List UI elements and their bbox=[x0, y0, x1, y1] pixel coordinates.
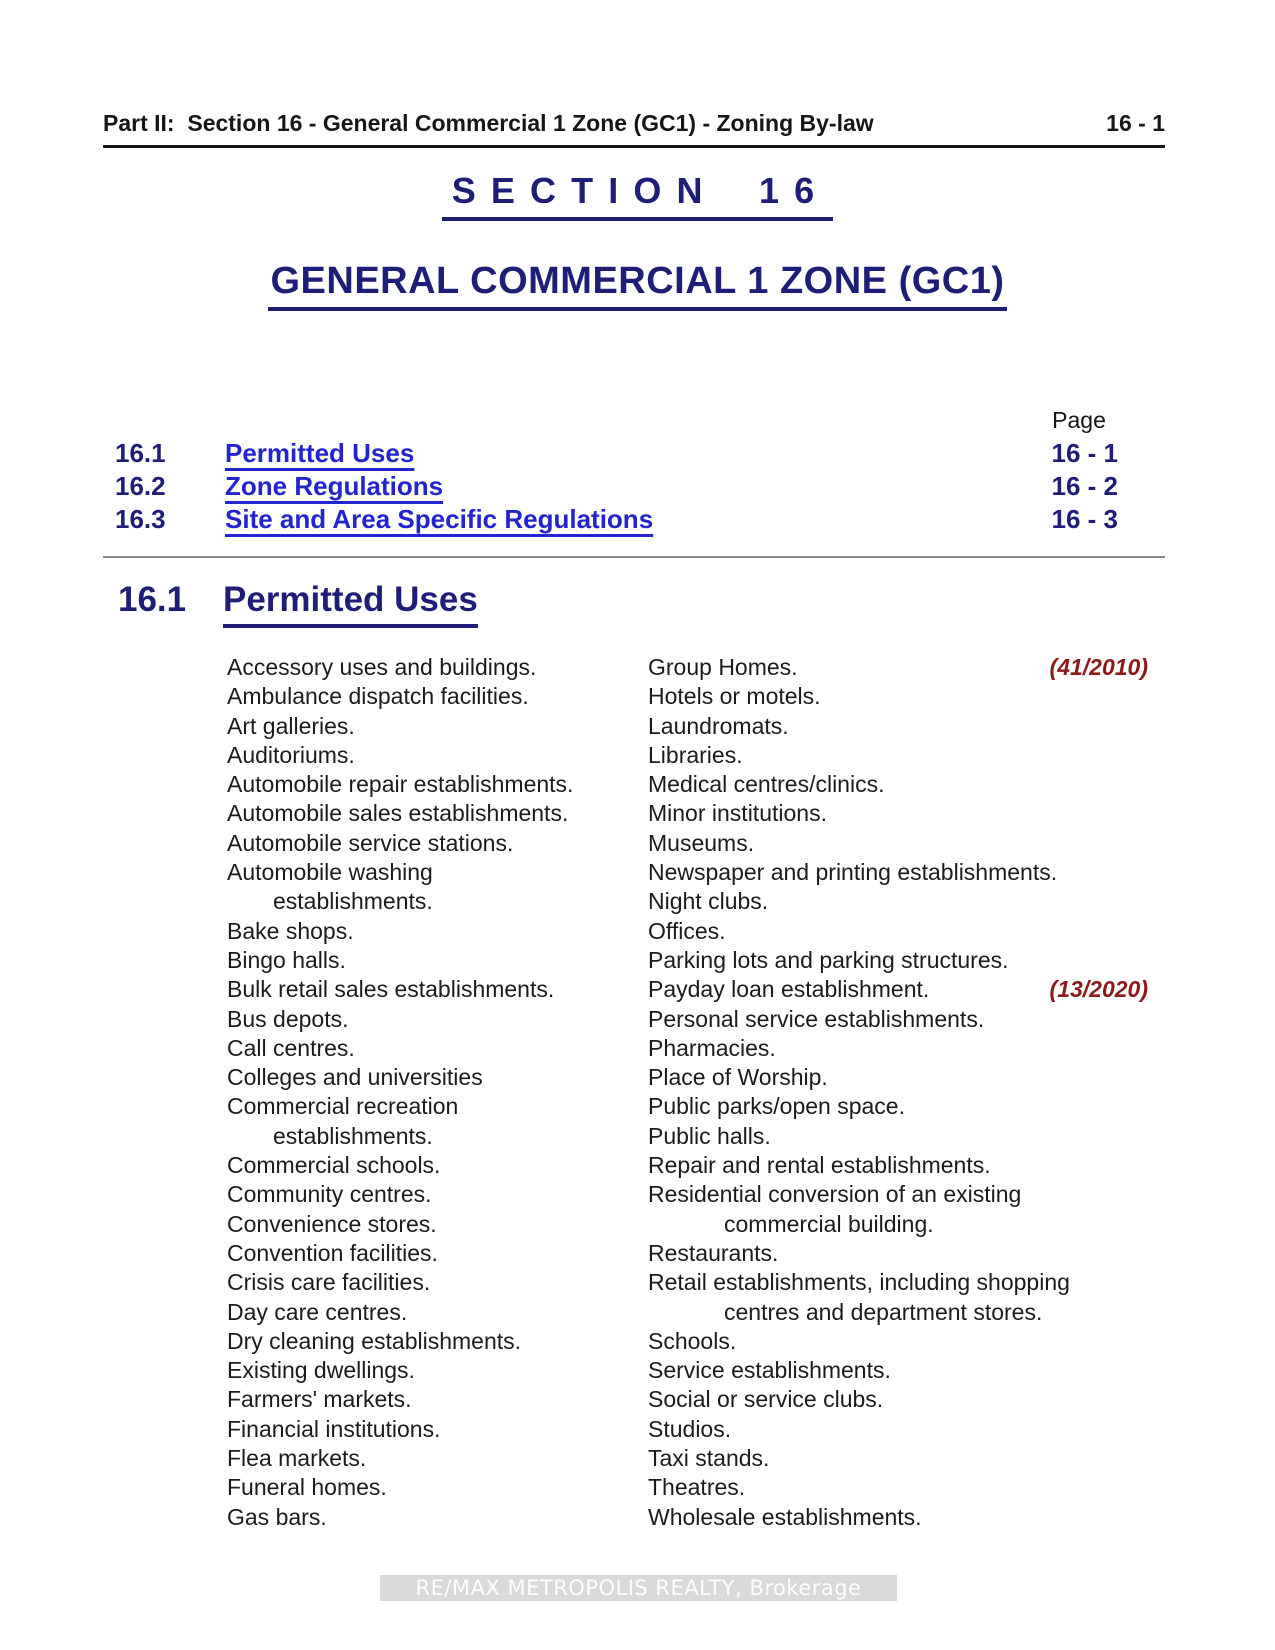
use-item: establishments. bbox=[273, 888, 433, 915]
toc-page-label: Page bbox=[1052, 407, 1106, 433]
toc-entry-page: 16 - 1 bbox=[1051, 438, 1118, 468]
amendment-annotation: (13/2020) bbox=[1049, 976, 1148, 1002]
use-item: Public halls. bbox=[648, 1122, 771, 1149]
permitted-uses-right-column bbox=[648, 653, 1168, 1532]
use-item: Studios. bbox=[648, 1415, 732, 1442]
use-item: Gas bars. bbox=[227, 1503, 327, 1530]
toc-entry-page: 16 - 2 bbox=[1051, 471, 1118, 501]
use-item: Commercial schools. bbox=[227, 1152, 441, 1179]
use-item: Retail establishments, including shopping bbox=[648, 1269, 1070, 1296]
use-item: Dry cleaning establishments. bbox=[227, 1327, 522, 1354]
use-item: Pharmacies. bbox=[648, 1034, 776, 1061]
header-title: Part II: Section 16 - General Commercial 1 Zone (GC1) - Zoning By-law bbox=[103, 110, 874, 136]
section-title-wrap bbox=[0, 170, 1275, 221]
toc-entry-page: 16 - 3 bbox=[1051, 504, 1118, 534]
permitted-uses-left-column bbox=[227, 653, 647, 1532]
header-page-number: 16 - 1 bbox=[1106, 110, 1165, 136]
use-item: Laundromats. bbox=[648, 712, 789, 739]
toc-row bbox=[115, 438, 1118, 471]
use-item: Call centres. bbox=[227, 1034, 355, 1061]
use-item: commercial building. bbox=[724, 1210, 934, 1237]
toc-entry-number: 16.1 bbox=[115, 438, 166, 468]
use-item: Theatres. bbox=[648, 1474, 746, 1501]
zone-title: GENERAL COMMERCIAL 1 ZONE (GC1) bbox=[268, 260, 1006, 311]
use-item: Convenience stores. bbox=[227, 1210, 437, 1237]
use-item: Hotels or motels. bbox=[648, 683, 821, 710]
use-item: Funeral homes. bbox=[227, 1474, 387, 1501]
use-item: Group Homes. bbox=[648, 654, 798, 680]
watermark: RE/MAX METROPOLIS REALTY, Brokerage bbox=[380, 1575, 897, 1601]
section-heading-number: 16.1 bbox=[118, 580, 187, 619]
use-item: Payday loan establishment. bbox=[648, 976, 930, 1003]
use-item: Crisis care facilities. bbox=[227, 1269, 431, 1296]
use-item: Service establishments. bbox=[648, 1357, 891, 1384]
use-item: Wholesale establishments. bbox=[648, 1503, 922, 1530]
use-item: Repair and rental establishments. bbox=[648, 1152, 991, 1179]
zone-title-wrap bbox=[0, 260, 1275, 311]
use-item: Newspaper and printing establishments. bbox=[648, 859, 1058, 886]
use-item: Convention facilities. bbox=[227, 1239, 438, 1266]
use-item: Auditoriums. bbox=[227, 741, 355, 768]
use-item: Offices. bbox=[648, 917, 726, 944]
use-item: Museums. bbox=[648, 829, 755, 856]
use-item: Place of Worship. bbox=[648, 1064, 828, 1091]
use-item: Flea markets. bbox=[227, 1445, 367, 1472]
use-item: Farmers' markets. bbox=[227, 1386, 412, 1413]
use-item: Bingo halls. bbox=[227, 946, 346, 973]
section-title: SECTION 16 bbox=[442, 170, 833, 221]
use-item: Bus depots. bbox=[227, 1005, 349, 1032]
use-item: Automobile service stations. bbox=[227, 829, 514, 856]
horizontal-divider bbox=[103, 556, 1165, 558]
use-item: Accessory uses and buildings. bbox=[227, 654, 537, 680]
use-item: Personal service establishments. bbox=[648, 1005, 985, 1032]
toc-row bbox=[115, 504, 1118, 537]
use-item: Ambulance dispatch facilities. bbox=[227, 683, 529, 710]
section-heading-title: Permitted Uses bbox=[223, 580, 478, 628]
use-item: establishments. bbox=[273, 1122, 433, 1149]
toc-entry-number: 16.2 bbox=[115, 471, 166, 501]
running-header bbox=[103, 110, 1165, 148]
use-item: Existing dwellings. bbox=[227, 1357, 415, 1384]
toc-link-site-area-regulations[interactable]: Site and Area Specific Regulations bbox=[225, 504, 654, 534]
toc-link-permitted-uses[interactable]: Permitted Uses bbox=[225, 438, 415, 468]
use-item: Bulk retail sales establishments. bbox=[227, 976, 555, 1003]
use-item: Bake shops. bbox=[227, 917, 354, 944]
use-item: Parking lots and parking structures. bbox=[648, 946, 1009, 973]
use-item: Financial institutions. bbox=[227, 1415, 441, 1442]
use-item: Day care centres. bbox=[227, 1298, 408, 1325]
toc-entry-number: 16.3 bbox=[115, 504, 166, 534]
use-item: Automobile washing bbox=[227, 859, 433, 886]
use-item: Libraries. bbox=[648, 741, 743, 768]
use-item: Medical centres/clinics. bbox=[648, 771, 885, 798]
use-item: Night clubs. bbox=[648, 888, 769, 915]
use-item: Residential conversion of an existing bbox=[648, 1181, 1022, 1208]
use-item: Social or service clubs. bbox=[648, 1386, 884, 1413]
use-item: Restaurants. bbox=[648, 1239, 779, 1266]
use-item: Colleges and universities bbox=[227, 1064, 483, 1091]
toc-link-zone-regulations[interactable]: Zone Regulations bbox=[225, 471, 444, 501]
table-of-contents bbox=[115, 438, 1118, 537]
use-item: Public parks/open space. bbox=[648, 1093, 905, 1120]
use-item: Minor institutions. bbox=[648, 800, 827, 827]
toc-row bbox=[115, 471, 1118, 504]
use-item: Automobile sales establishments. bbox=[227, 800, 569, 827]
use-item: centres and department stores. bbox=[724, 1298, 1043, 1325]
use-item: Community centres. bbox=[227, 1181, 432, 1208]
use-item: Taxi stands. bbox=[648, 1445, 770, 1472]
amendment-annotation: (41/2010) bbox=[1049, 654, 1148, 680]
use-item: Commercial recreation bbox=[227, 1093, 459, 1120]
use-item: Automobile repair establishments. bbox=[227, 771, 574, 798]
use-item: Schools. bbox=[648, 1327, 737, 1354]
use-item: Art galleries. bbox=[227, 712, 355, 739]
